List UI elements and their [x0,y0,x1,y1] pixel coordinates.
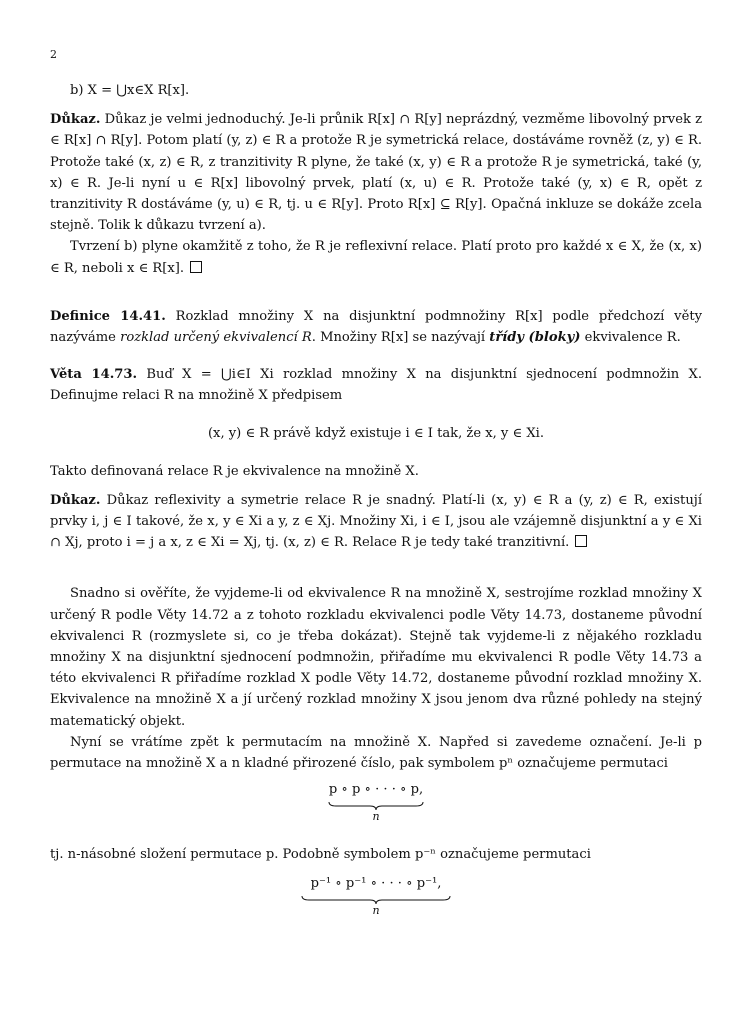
theorem-paragraph [50,364,702,406]
proof-1-paragraph-2 [50,236,702,278]
proof-1-text: Důkaz je velmi jednoduchý. Je-li průnik R[x] ∩ R[y] neprázdný, vezměme libovolný prvek z ∈ R[x] ∩ R[y]. Potom platí (y, z) ∈ R a protože R je symetrická relace, dostáváme rovněž (z, y) ∈ R. Protože také (x, z) ∈ R, z tranzitivity R plyne, že také (x, y) ∈ R a protože R je symetrická, také (y, x) ∈ R. Je-li nyní u ∈ R[x] libovolný prvek, platí (x, u) ∈ R. Protože také (y, x) ∈ R, opět z tranzitivity R dostáváme (y, u) ∈ R, tj. u ∈ R[y]. Proto R[x] ⊆ R[y]. Opačná inkluze se dokáže zcela stejně. Tolik k důkazu tvrzení a). [50,112,702,234]
proof-heading: Důkaz. [50,112,101,128]
definition-text-2: . Množiny R[x] se nazývají [311,330,486,346]
underbrace-group [328,779,424,822]
qed-square-icon [575,535,587,547]
definition-heading: Definice 14.41. [50,308,166,324]
theorem-part-b [50,80,702,101]
part-b-text: b) X = ⋃x∈X R[x]. [70,83,190,98]
body-paragraph-1: Snadno si ověříte, že vyjdeme-li od ekvivalence R na množině X, sestrojíme rozklad množiny X určený R podle Věty 14.72 a z tohoto rozkladu ekvivalenci podle Věty 14.73, dostaneme původní ekvivalenci R (rozmyslete si, co je třeba dokázat). Stejně tak vyjdeme-li z nějakého rozkladu množiny X na disjunktní sjednocení podmnožin, přiřadíme mu ekvivalenci R podle Věty 14.73 a této ekvivalenci R přiřadíme rozklad X podle Věty 14.72, dostaneme původní rozklad množiny X. Ekvivalence na množině X a jí určený rozklad množiny X jsou jenom dva různé pohledy na stejný matematický objekt. [50,586,702,729]
proof-1b-text: Tvrzení b) plyne okamžitě z toho, že R je reflexivní relace. Platí proto pro každé x ∈ X, že (x, x) ∈ R, neboli x ∈ R[x]. [50,239,702,276]
proof-2-text: Důkaz reflexivity a symetrie relace R je snadný. Platí-li (x, y) ∈ R a (y, z) ∈ R, existují prvky i, j ∈ I takové, že x, y ∈ Xi a y, z ∈ Xj. Množiny Xi, i ∈ I, jsou ale vzájemně disjunktní a y ∈ Xi ∩ Xj, proto i = j a x, z ∈ Xi = Xj, tj. (x, z) ∈ R. Relace R je tedy také tranzitivní. [50,492,703,551]
definition-text-3: ekvivalence R. [584,330,681,346]
proof-2-paragraph [50,490,702,554]
display-composition-p-inverse [50,873,702,922]
underbrace-group [301,873,451,916]
underbrace-label: n [372,904,380,918]
body-paragraph-2: Nyní se vrátíme zpět k permutacím na množině X. Napřed si zavedeme označení. Je-li p permutace na množině X a n kladné přirozené číslo, pak symbolem pⁿ označujeme permutaci [50,734,702,772]
page-content [50,80,702,922]
theorem-after-text: Takto definovaná relace R je ekvivalence na množině X. [50,463,419,479]
proof-1-paragraph [50,109,702,236]
underbrace-label: n [372,810,380,824]
theorem-heading: Věta 14.73. [50,367,138,383]
definition-term-1: rozklad určený ekvivalencí R [120,330,312,346]
theorem-display-formula: (x, y) ∈ R právě když existuje i ∈ I tak, že x, y ∈ Xi. [207,425,545,441]
composition-inverse-formula: p⁻¹ ∘ p⁻¹ ∘ · · · ∘ p⁻¹, [310,876,442,892]
theorem-text: Buď X = ⋃i∈I Xi rozklad množiny X na disjunktní sjednocení podmnožin X. Definujme relaci R na množině X předpisem [50,367,702,404]
page-number: 2 [50,48,57,61]
qed-square-icon [190,261,202,273]
definition-text-1: Rozklad množiny X na disjunktní podmnožiny R[x] podle předchozí věty nazýváme [50,308,702,346]
body-paragraph-3: tj. n-násobné složení permutace p. Podobně symbolem p⁻ⁿ označujeme permutaci [50,847,591,863]
composition-formula: p ∘ p ∘ · · · ∘ p, [328,782,424,798]
definition-term-2: třídy (bloky) [489,330,581,346]
display-composition-p [50,779,702,828]
definition-paragraph [50,306,702,348]
proof-2-heading: Důkaz. [50,492,101,508]
